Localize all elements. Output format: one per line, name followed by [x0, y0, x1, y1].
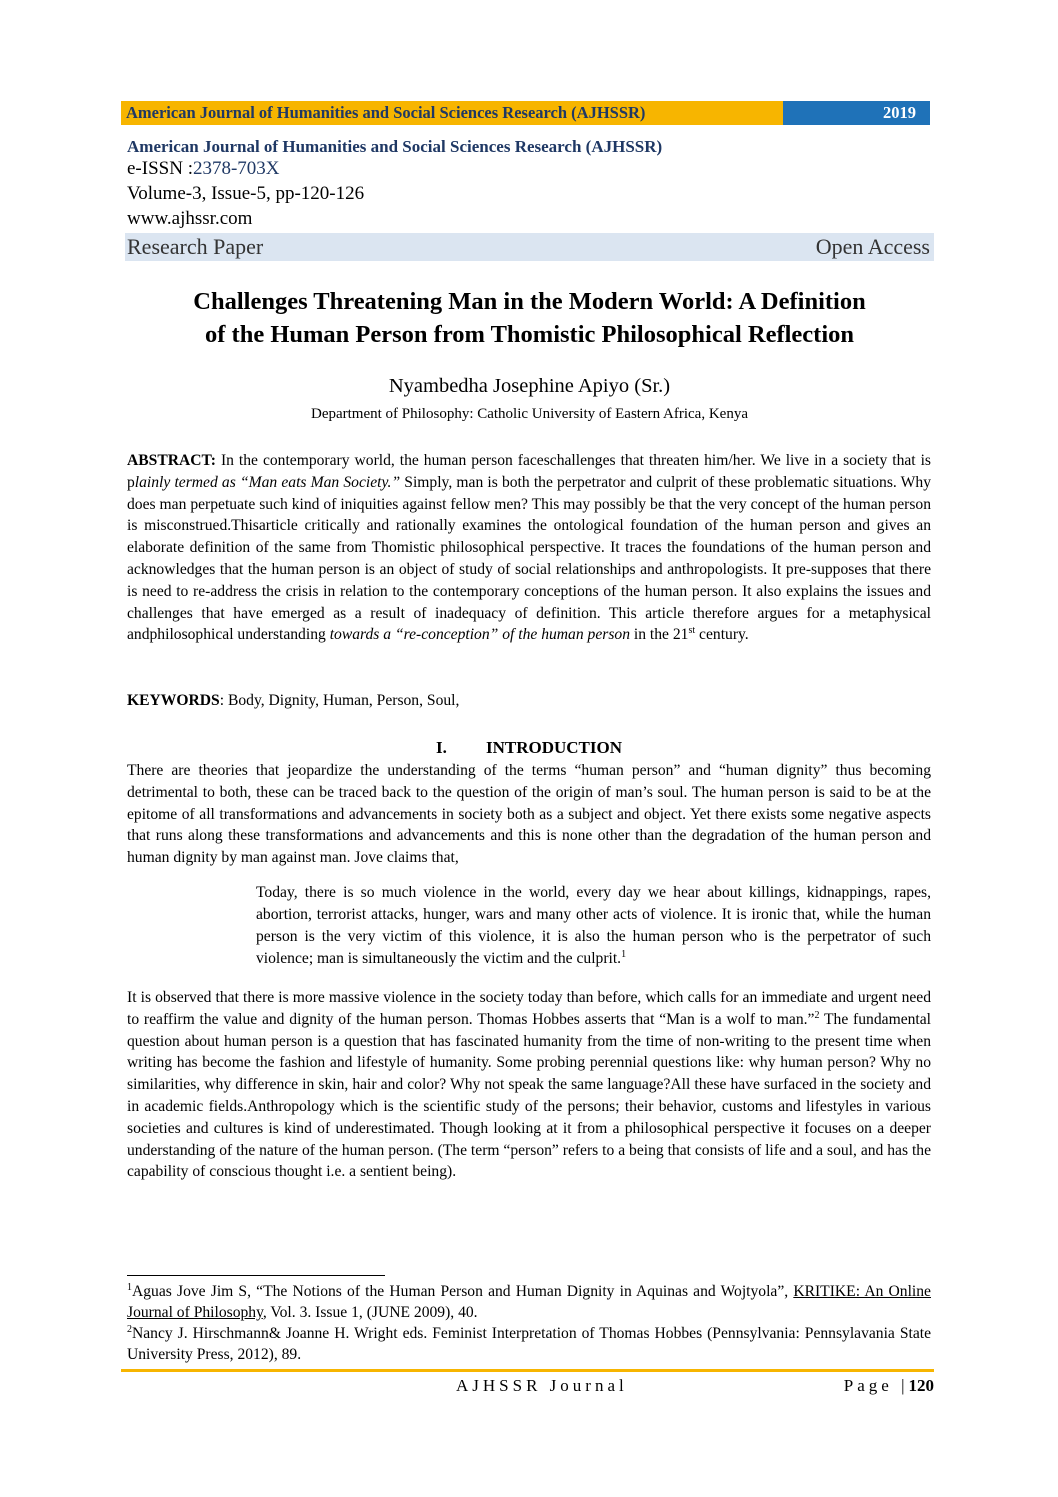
website-link[interactable]: www.ajhssr.com: [127, 208, 253, 229]
keywords-text: : Body, Dignity, Human, Person, Soul,: [219, 692, 460, 709]
page-label: Page |: [843, 1376, 909, 1395]
quote-text: Today, there is so much violence in the world, every day we hear about killings, kidnappings, rapes, abortion, terrorist attacks, hunger, wars and many other acts of violence. It is ironic that, while the human person is the very victim of this violence, it is also the human person who is the perpetrator of such violence; man is simultaneously the victim and the culprit.: [256, 884, 931, 967]
author-name: Nyambedha Josephine Apiyo (Sr.): [388, 375, 671, 397]
introduction-paragraph-1: There are theories that jeopardize the understanding of the terms “human person” and “human dignity” thus becoming detrimental to both, these can be traced back to the question of the origin of man’s soul. The human person is said to be at the epitome of all transformations and advancements in society both as a subject and object. Yet there exists some negative aspects that runs along these transformations and advancements and this is none other than the degradation of the human person and human dignity by man against man. Jove claims that,: [127, 762, 931, 867]
volume-info: Volume-3, Issue-5, pp-120-126: [127, 183, 365, 204]
issn: [127, 158, 280, 180]
footnote-2-number: 2: [127, 1323, 132, 1335]
abstract-italic-1: lainly termed as “Man eats Man Society.”: [134, 473, 401, 491]
header-journal-name: American Journal of Humanities and Social Sciences Research (AJHSSR): [121, 101, 783, 125]
abstract-text-2: Simply, man is both the perpetrator and culprit of these problematic situations. Why does man perpetuate such kind of iniquities against fellow men? This may possibly be that the very concept of the human person is misconstrued.Thisarticle critically and rationally examines the ontological foundation of the human person and gives an elaborate definition of the same from Thomistic philosophical perspective. It traces the foundations of the human person and acknowledges that the human person is an object of study of social relationships and anthropologists. It pre-supposes that there is need to re-address the crisis in relation to the contemporary conceptions of the human person. It also explains the issues and challenges that have emerged as a result of inadequacy of definition. This article therefore argues for a metaphysical andphilosophical understanding: [127, 473, 931, 644]
footnote-1: [127, 1281, 931, 1323]
para2-text-b: The fundamental question about human person is a question that has fascinated humanity from the time of non-writing to the present time when writing has become the fashion and lifestyle of humanity. Some probing perennial questions like: why human person? Why no similarities, why difference in skin, hair and color? Why not speak the same language?All these have surfaced in the society and in academic fields.Anthropology which is the scientific study of the persons; their behavior, customs and lifestyles in various societies and cultures is kind of underestimated. Though looking at it from a philosophical perspective it focuses on a deeper understanding of the nature of the human person. (The term “person” refers to a being that consists of life and a soul, and has the capability of conscious thought i.e. a sentient being).: [127, 1010, 931, 1181]
footnote-ref-1[interactable]: 1: [621, 948, 627, 960]
page-number: 120: [908, 1376, 934, 1395]
footnote-2-text: Nancy J. Hirschmann& Joanne H. Wright eds. Feminist Interpretation of Thomas Hobbes (Pennsylvania: Pennsylavania State University Press, 2012), 89.: [127, 1325, 931, 1363]
issn-number: 2378-703X: [192, 158, 280, 179]
abstract-italic-2: towards a “re-conception” of the human person: [329, 626, 630, 644]
abstract-text-4: century.: [695, 626, 749, 644]
introduction-paragraph-2: [127, 987, 931, 1183]
abstract-text-3: in the 21: [630, 626, 689, 644]
keywords-label: KEYWORDS: [127, 692, 220, 709]
issn-label: e-ISSN :: [127, 158, 193, 179]
author-affiliation: Department of Philosophy: Catholic University of Eastern Africa, Kenya: [311, 406, 748, 422]
section-heading-introduction: [127, 738, 931, 758]
abstract: [127, 450, 931, 646]
title-line-1: Challenges Threatening Man in the Modern World: A Definition: [193, 288, 866, 315]
section-title: INTRODUCTION: [485, 738, 623, 757]
section-number: I.: [435, 738, 447, 757]
block-quote: [256, 882, 931, 970]
footnote-1-text-b: , Vol. 3. Issue 1, (JUNE 2009), 40.: [262, 1304, 478, 1321]
footer-page-number: [844, 1376, 934, 1396]
footer-divider: [121, 1369, 934, 1372]
footnote-divider: [127, 1275, 385, 1276]
footnote-1-number: 1: [127, 1281, 132, 1293]
footnote-1-text-a: Aguas Jove Jim S, “The Notions of the Human Person and Human Dignity in Aquinas and Wojtyola”,: [132, 1283, 794, 1300]
footer-journal-name: AJHSSR Journal: [456, 1376, 628, 1395]
abstract-text-1: In the contemporary world, the human person faceschallenges that threaten him/her. We live in a society that is p: [127, 452, 931, 491]
keywords: [127, 690, 931, 712]
footnotes: [127, 1281, 931, 1365]
title-line-2: of the Human Person from Thomistic Philosophical Reflection: [205, 321, 854, 348]
footnote-ref-2[interactable]: 2: [814, 1009, 820, 1021]
footnote-2: [127, 1323, 931, 1365]
journal-title: American Journal of Humanities and Social Sciences Research (AJHSSR): [127, 137, 663, 156]
running-header: [121, 101, 930, 125]
paper-type-band: [125, 233, 934, 261]
article-title: [125, 285, 934, 351]
access-type: Open Access: [815, 234, 930, 259]
abstract-label: ABSTRACT:: [127, 452, 216, 469]
header-year: 2019: [783, 101, 930, 125]
paper-type: Research Paper: [127, 234, 264, 259]
footnote-1-journal-link[interactable]: KRITIKE: An Online Journal of Philosophy: [127, 1283, 931, 1321]
para2-text-a: It is observed that there is more massive violence in the society today than before, which calls for an immediate and urgent need to reaffirm the value and dignity of the human person. Thomas Hobbes asserts that “Man is a wolf to man.”: [127, 989, 931, 1028]
abstract-sup: st: [688, 625, 696, 637]
